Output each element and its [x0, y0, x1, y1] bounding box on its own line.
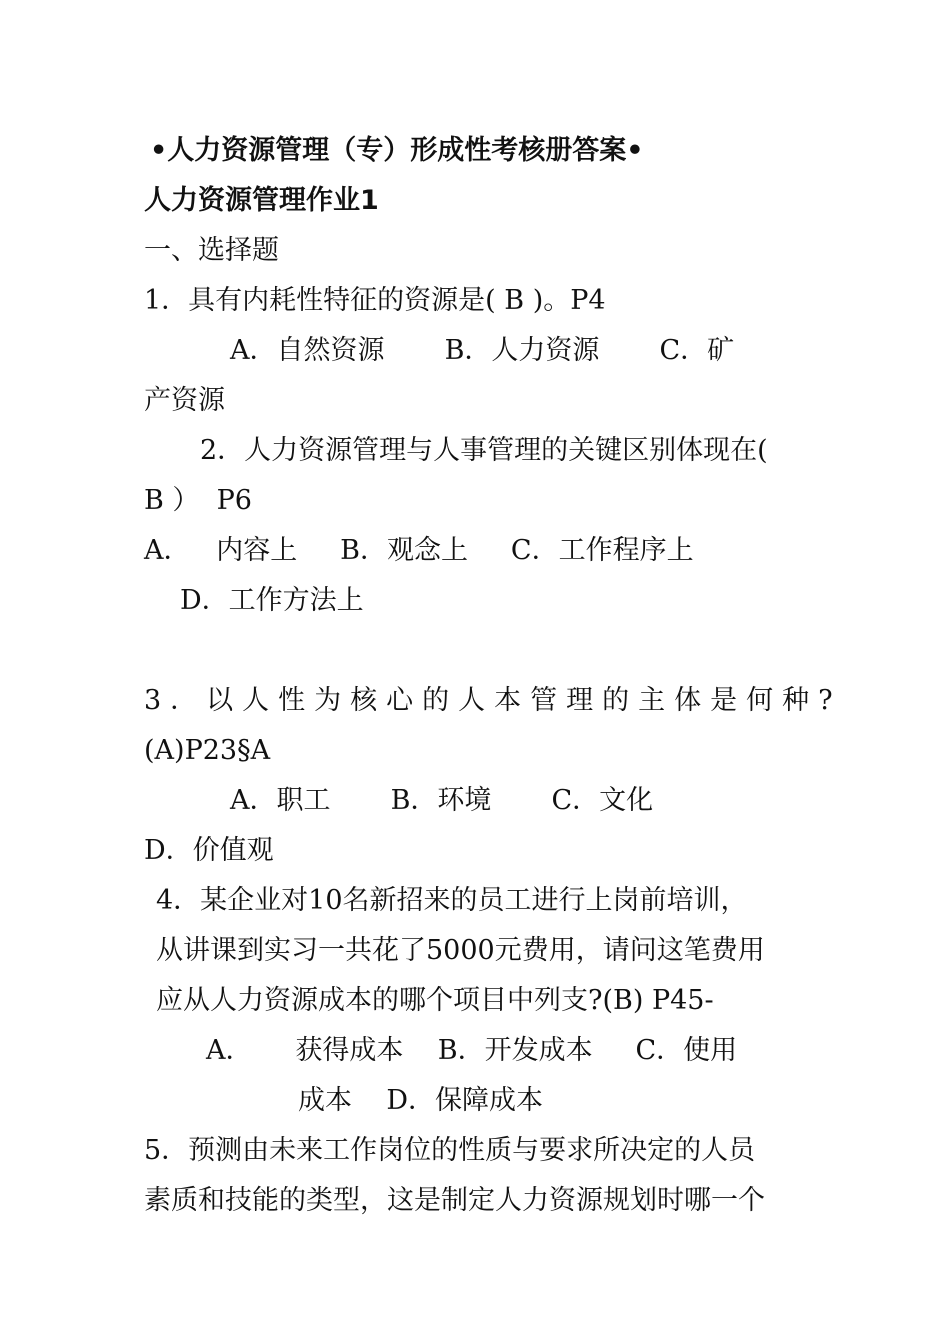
section-heading: 一、选择题 [144, 235, 279, 266]
question-5-stem-cont: 素质和技能的类型，这是制定人力资源规划时哪一个 [144, 1185, 765, 1216]
question-5-stem: 5．预测由未来工作岗位的性质与要求所决定的人员 [144, 1135, 756, 1166]
question-1-options: A．自然资源 B．人力资源 C．矿 [230, 335, 735, 366]
question-2-options-cont: D．工作方法上 [180, 585, 364, 616]
question-3-stem: 3．以人性为核心的人本管理的主体是何种? [144, 685, 842, 716]
document-title: •人力资源管理（专）形成性考核册答案• [150, 135, 644, 166]
question-4-options-cont: 成本 D．保障成本 [298, 1085, 543, 1116]
question-2-stem-cont: B ） P6 [144, 485, 252, 516]
document-subtitle: 人力资源管理作业1 [144, 185, 379, 216]
question-3-stem-cont: (A)P23§A [144, 735, 271, 766]
question-3-options-cont: D．价值观 [144, 835, 274, 866]
question-4-options: A． 获得成本 B．开发成本 C．使用 [206, 1035, 738, 1066]
question-1-stem: 1．具有内耗性特征的资源是( B )。P4 [144, 285, 606, 316]
question-2-stem: 2．人力资源管理与人事管理的关键区别体现在( [200, 435, 768, 466]
question-1-options-cont: 产资源 [144, 385, 225, 416]
question-3-options: A．职工 B．环境 C．文化 [230, 785, 654, 816]
question-4-stem-cont-2: 应从人力资源成本的哪个项目中列支?(B) P45- [156, 985, 714, 1016]
question-4-stem-cont-1: 从讲课到实习一共花了5000元费用，请问这笔费用 [156, 935, 765, 966]
question-2-options: A． 内容上 B．观念上 C．工作程序上 [144, 535, 694, 566]
question-4-stem: 4．某企业对10名新招来的员工进行上岗前培训， [156, 885, 748, 916]
